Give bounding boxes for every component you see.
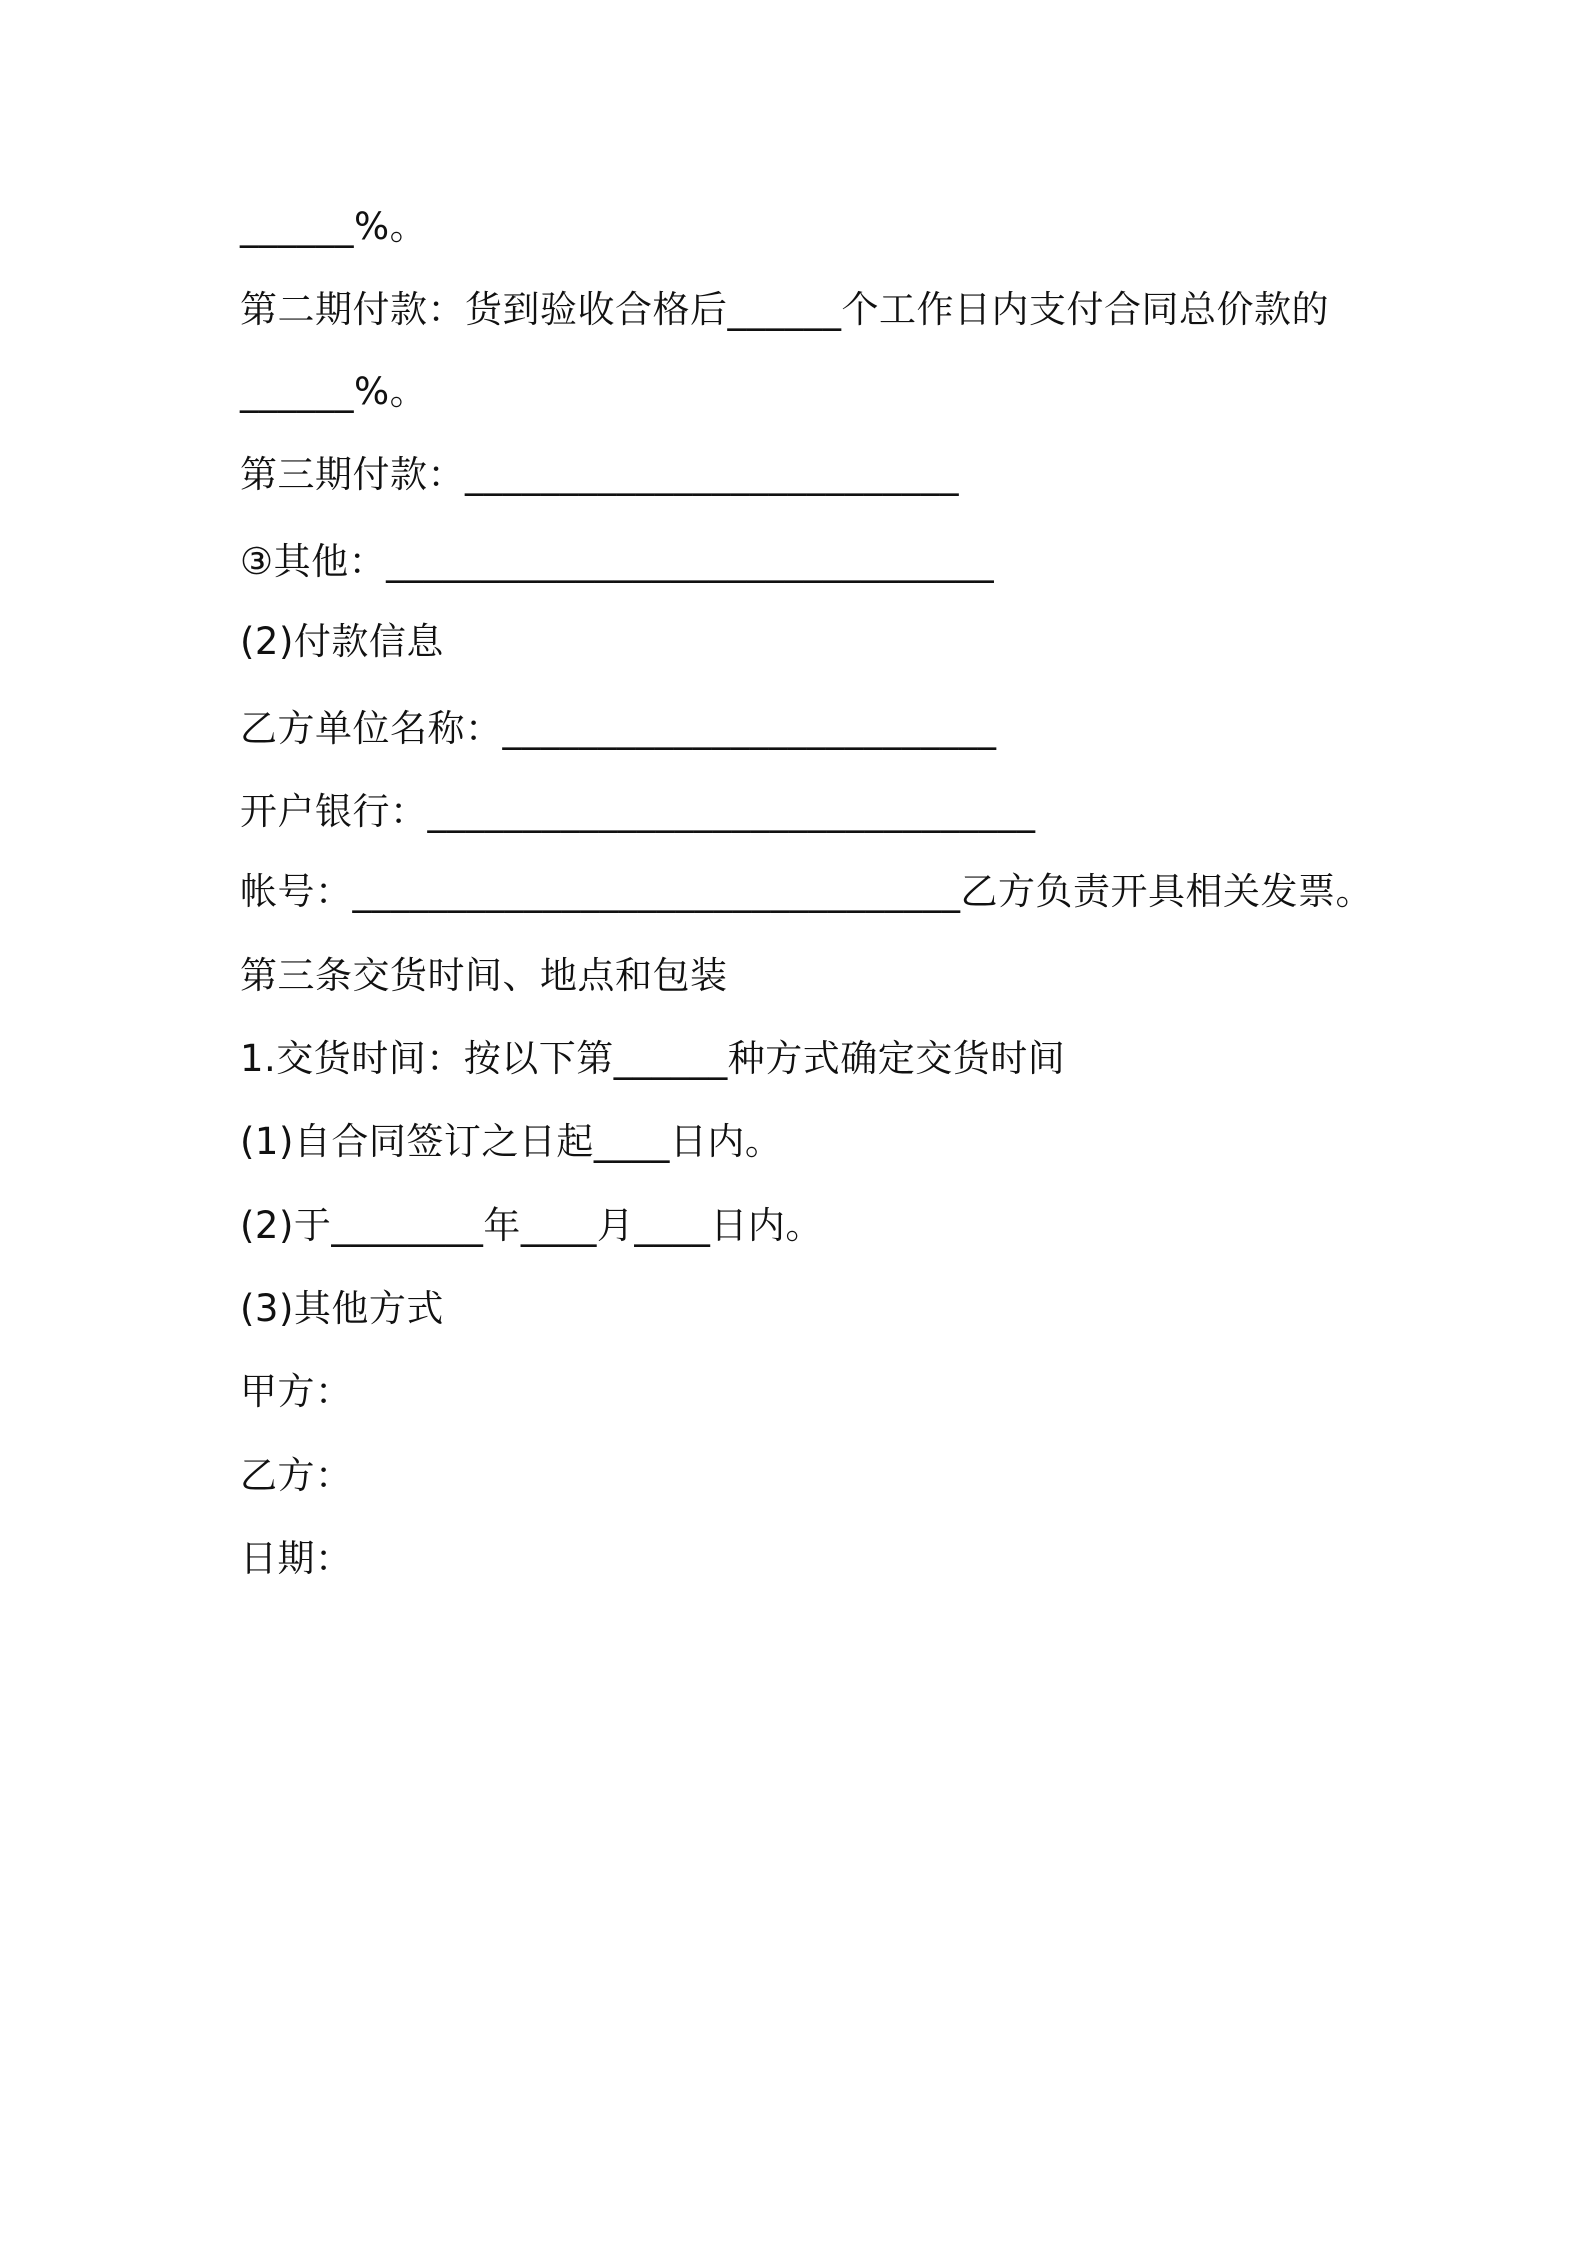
article-three-heading: 第三条交货时间、地点和包装 <box>240 954 728 997</box>
party-b-signature-label: 乙方： <box>240 1454 353 1497</box>
delivery-time-line: 1.交货时间：按以下第______种方式确定交货时间 <box>240 1037 1066 1080</box>
account-line: 帐号：________________________________乙方负责开具相关发票。 <box>240 870 1373 913</box>
payment-info-heading: (2)付款信息 <box>240 620 444 663</box>
bank-line: 开户银行：________________________________ <box>240 790 1036 833</box>
party-a-signature-label: 甲方： <box>240 1370 353 1413</box>
percent-blank-line-1: ______%。 <box>240 205 428 248</box>
other-payment-line: ③其他：________________________________ <box>240 540 995 583</box>
delivery-option-1: (1)自合同签订之日起____日内。 <box>240 1120 783 1163</box>
delivery-option-3: (3)其他方式 <box>240 1287 444 1330</box>
delivery-option-2: (2)于________年____月____日内。 <box>240 1204 823 1247</box>
percent-blank-line-2: ______%。 <box>240 370 428 413</box>
second-payment-line: 第二期付款：货到验收合格后______个工作日内支付合同总价款的 <box>240 288 1329 331</box>
party-b-company-line: 乙方单位名称：__________________________ <box>240 707 997 750</box>
third-payment-line: 第三期付款：__________________________ <box>240 453 959 496</box>
date-label: 日期： <box>240 1537 353 1580</box>
